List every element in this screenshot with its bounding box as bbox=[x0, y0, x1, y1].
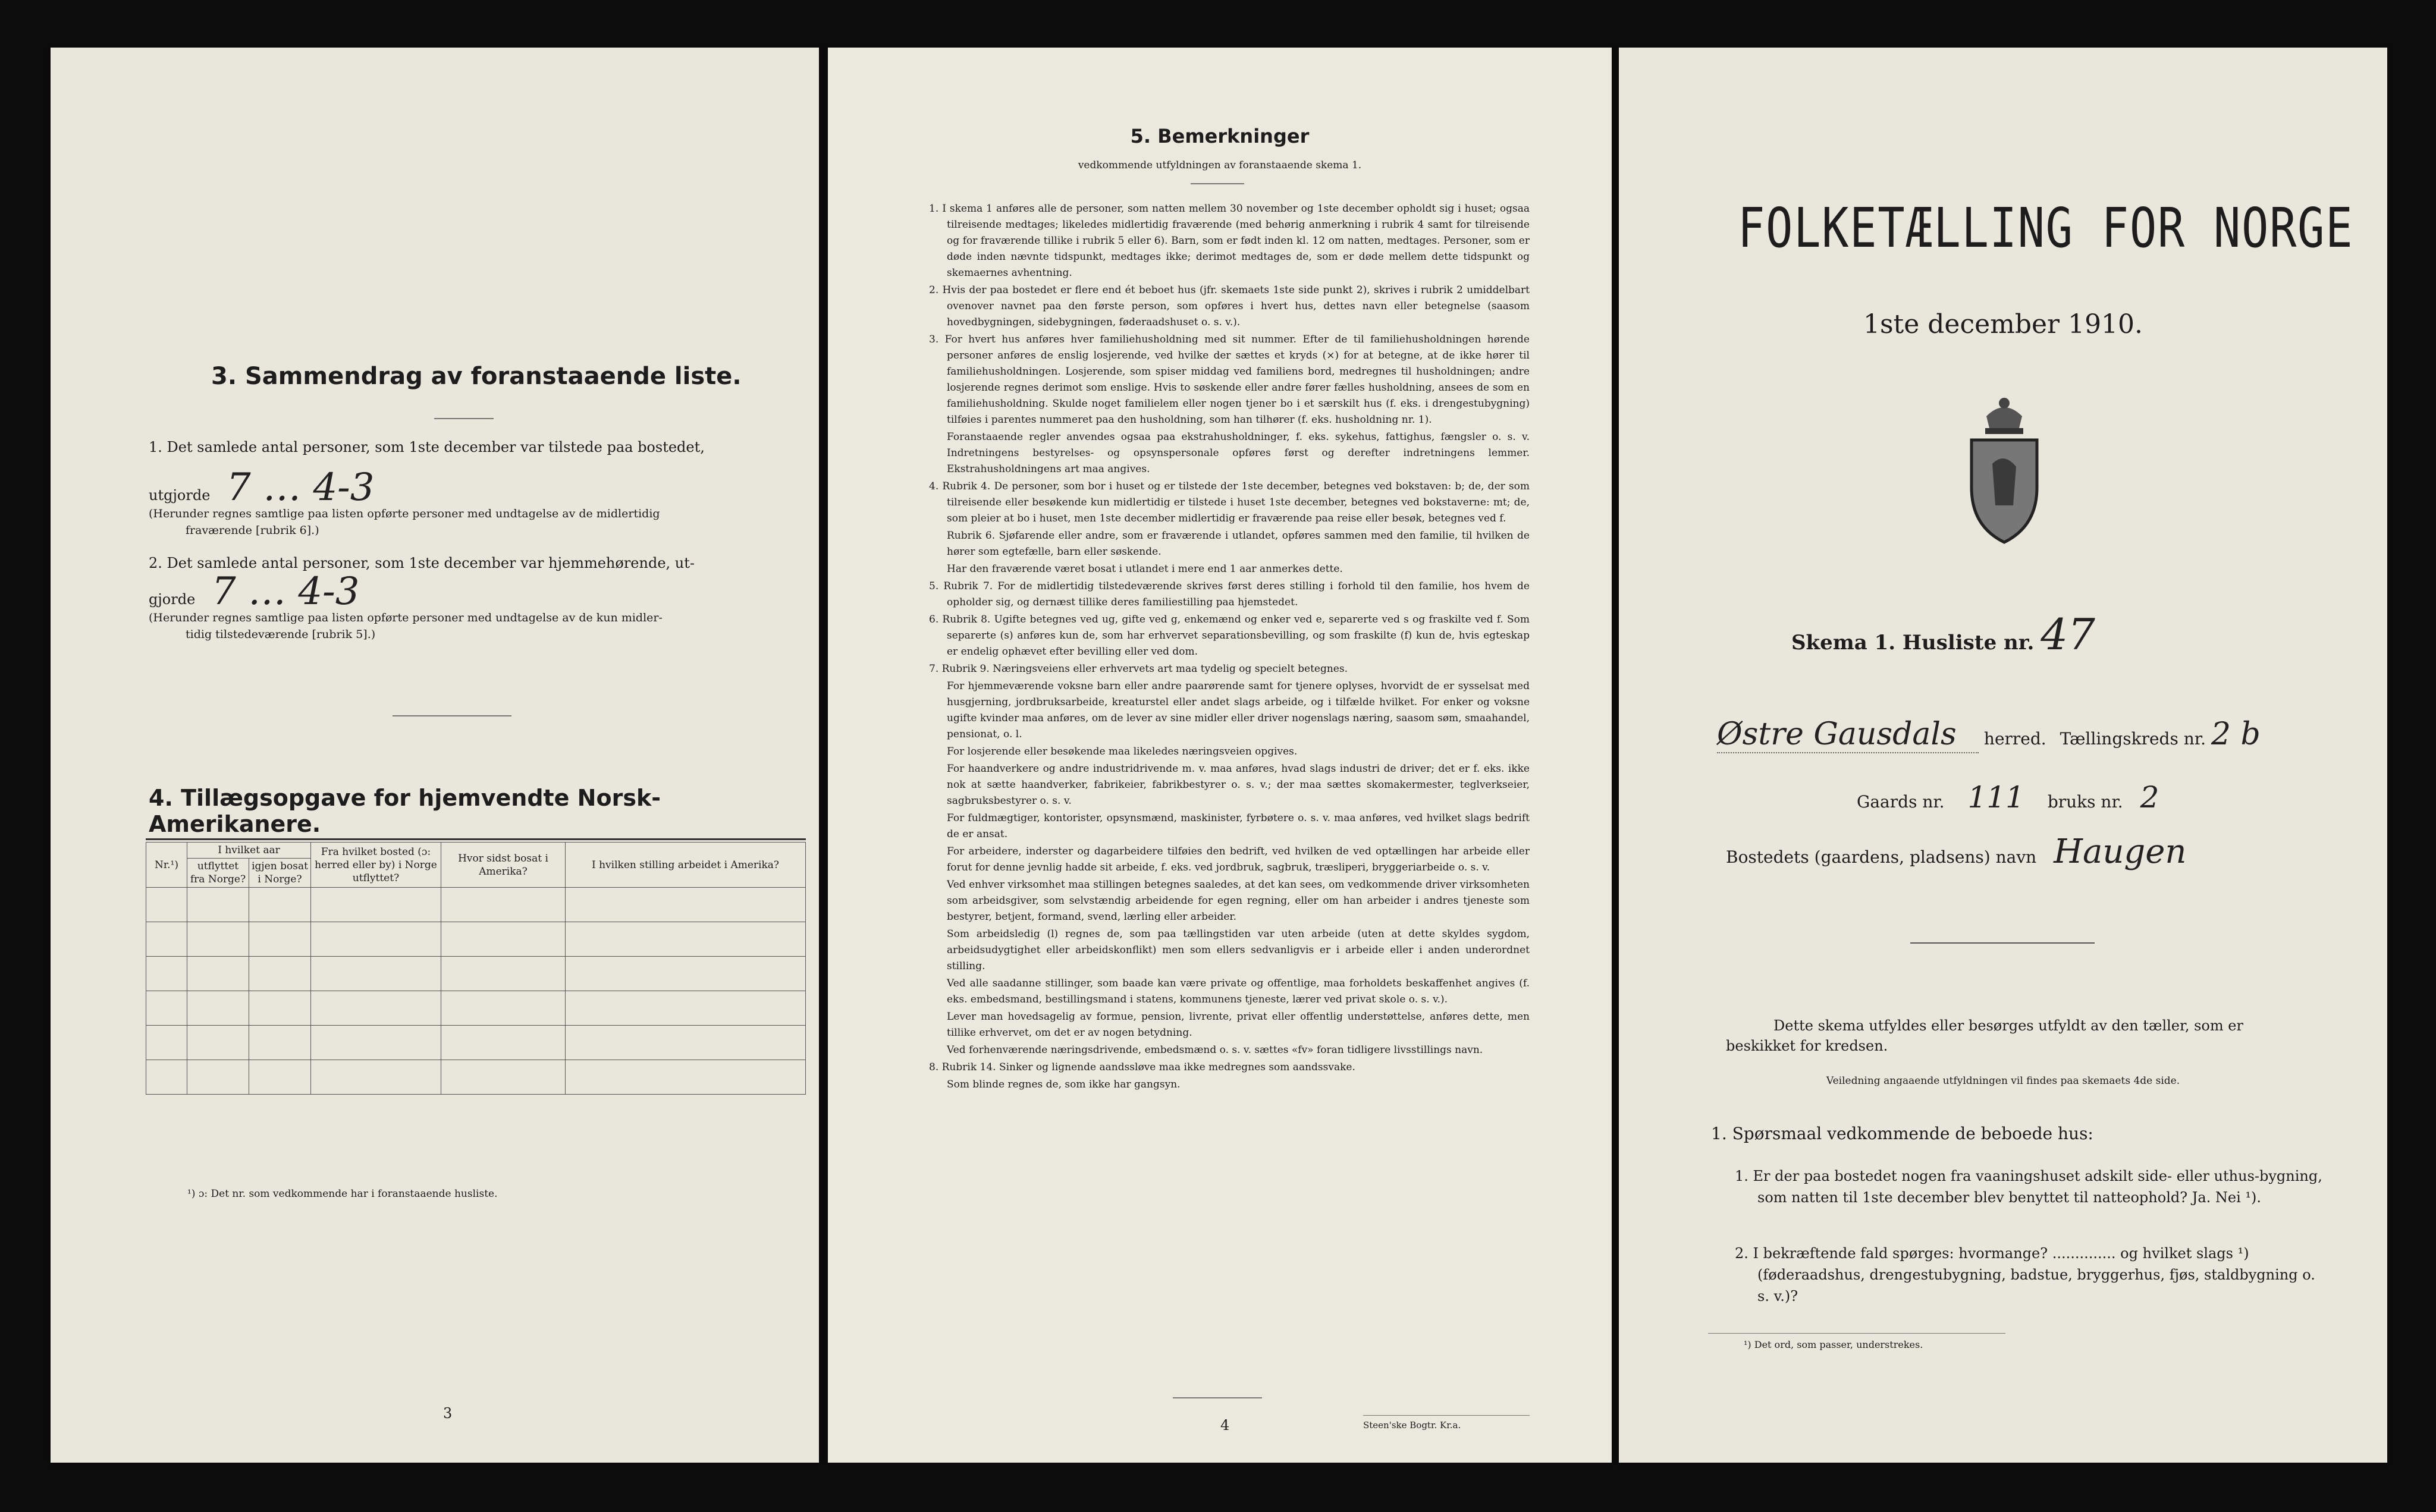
divider bbox=[1191, 183, 1244, 184]
item-2-utgjorde: gjorde bbox=[149, 591, 196, 608]
col-group-year: I hvilket aar bbox=[187, 843, 311, 859]
item-2-note-2: tidig tilstedeværende [rubrik 5].) bbox=[186, 628, 376, 641]
printer-imprint: Steen'ske Bogtr. Kr.a. bbox=[1363, 1420, 1461, 1431]
item-2-note-1: (Herunder regnes samtlige paa listen opførte personer med undtagelse av de kun midler- bbox=[149, 611, 663, 624]
footnote-rule bbox=[1708, 1333, 2005, 1334]
table-row bbox=[146, 957, 806, 991]
question-1: 1. Er der paa bostedet nogen fra vaaningshuset adskilt side- eller uthus-bygning, som natten til 1ste december blev benyttet til natteophold? Ja. Nei ¹). bbox=[1735, 1168, 2322, 1206]
table-row bbox=[146, 1060, 806, 1095]
section-5-title: 5. Bemerkninger bbox=[1130, 125, 1310, 147]
husliste-nr: 47 bbox=[2041, 609, 2095, 659]
table-row bbox=[146, 922, 806, 957]
bruks-value: 2 bbox=[2140, 780, 2159, 815]
col-sidst-bosat: Hvor sidst bosat i Amerika? bbox=[441, 843, 566, 888]
page-left bbox=[51, 48, 819, 1463]
form-footnote: ¹) Det ord, som passer, understrekes. bbox=[1744, 1339, 1923, 1350]
norsk-amerikanere-table bbox=[146, 842, 806, 1095]
kreds-value: 2 b bbox=[2211, 716, 2261, 752]
page-right bbox=[1619, 48, 2387, 1463]
col-stilling: I hvilken stilling arbeidet i Amerika? bbox=[566, 843, 806, 888]
divider bbox=[393, 715, 511, 716]
kreds-label: Tællingskreds nr. bbox=[2060, 729, 2206, 749]
gaards-label: Gaards nr. bbox=[1857, 792, 1945, 812]
divider bbox=[434, 418, 494, 419]
note-paragraph: Som blinde regnes de, som ikke har gangsyn. bbox=[947, 1079, 1181, 1090]
gaards-line bbox=[1857, 780, 2159, 815]
bosted-line bbox=[1726, 832, 2186, 871]
info-text: Dette skema utfyldes eller besørges utfyldt av den tæller, som er beskikket for kredsen. bbox=[1726, 1017, 2243, 1054]
note-paragraph: 4. Rubrik 4. De personer, som bor i huset og er tilstede der 1ste december, betegnes ved bokstaven: b; de, der som tilreisende eller besøkende kun midlertidig er tilstede i huset 1ste december, betegnes ved bokstaverne: mt; de, som pleier at bo i huset, men 1ste december midlertidig er fraværende paa reise eller besøk, betegnes ved f. bbox=[929, 480, 1530, 524]
section-3-title: 3. Sammendrag av foranstaaende liste. bbox=[211, 363, 742, 390]
note-paragraph: Ved enhver virksomhet maa stillingen betegnes saaledes, at det kan sees, om vedkommende driver virksomheten som arbeidsgiver, som selvstændig arbeidende for egen regning, eller om han arbeider i andres tjeneste som bestyrer, betjent, formand, svend, lærling eller arbeider. bbox=[947, 879, 1530, 923]
note-paragraph: 5. Rubrik 7. For de midlertidig tilstedeværende skrives først deres stilling i forhold til den familie, hos hvem de opholder sig, og dernæst tillike deres familiestilling paa hjemstedet. bbox=[929, 580, 1530, 608]
question-2: 2. I bekræftende fald spørges: hvormange? .............. og hvilket slags ¹) (føderaadshus, drengestubygning, badstue, bryggerhus, fjøs, staldbygning o. s. v.)? bbox=[1735, 1245, 2315, 1304]
table-row bbox=[146, 888, 806, 922]
item-1-text: 1. Det samlede antal personer, som 1ste december var tilstede paa bostedet, bbox=[149, 439, 705, 455]
divider bbox=[1173, 1397, 1262, 1398]
note-paragraph: Lever man hovedsagelig av formue, pension, livrente, privat eller offentlig understøttelse, anføres dette, men tillike erhvervet, om det er av nogen betydning. bbox=[947, 1011, 1530, 1039]
item-2 bbox=[149, 553, 803, 643]
main-title: FOLKETÆLLING FOR NORGE bbox=[1738, 196, 2354, 260]
item-1-note-1: (Herunder regnes samtlige paa listen opførte personer med undtagelse av de midlertidig bbox=[149, 507, 660, 520]
page-middle bbox=[828, 48, 1612, 1463]
table-top-rule bbox=[146, 838, 806, 840]
skema-label: Skema 1. Husliste nr. bbox=[1791, 631, 2035, 655]
col-bosat: igjen bosat i Norge? bbox=[249, 859, 311, 888]
col-nr: Nr.¹) bbox=[146, 843, 187, 888]
note-paragraph: For losjerende eller besøkende maa likeledes næringsveien opgives. bbox=[947, 746, 1298, 757]
herred-line bbox=[1717, 716, 2261, 753]
ornament-divider bbox=[1910, 942, 2095, 944]
info-guidance: Veiledning angaaende utfyldningen vil findes paa skemaets 4de side. bbox=[1826, 1075, 2180, 1087]
note-paragraph: 3. For hvert hus anføres hver familiehusholdning med sit nummer. Efter de til familiehusholdningen hørende personer anføres de enslig losjerende, ved hvilke der sættes et kryds (×) for at betegne, at de ikke hører til familiehusholdningen. Losjerende, som spiser middag ved familiens bord, medregnes til husholdningen; andre losjerende regnes derimot som enslige. Hvis to søskende eller andre fører fælles husholdning, ansees de som en familiehusholdning. Skulde noget familielem eller nogen tjener bo i et særskilt hus (f. eks. i drengestubygning) tilføies i parentes nummeret paa den husholdning, som han tilhører (f. eks. husholdning nr. 1). bbox=[929, 334, 1530, 426]
skema-line bbox=[1791, 609, 2095, 659]
note-paragraph: For arbeidere, inderster og dagarbeidere tilføies den bedrift, ved hvilken de ved optællingen har arbeide eller forut for denne jevnlig hadde sit arbeide, f. eks. ved jordbruk, sagbruk, træsliperi, bryggeriarbeide o. s. v. bbox=[947, 845, 1530, 873]
note-paragraph: 1. I skema 1 anføres alle de personer, som natten mellem 30 november og 1ste december opholdt sig i huset; ogsaa tilreisende medtages; likeledes midlertidig fraværende (med behørig anmerkning i rubrik 4 samt for tilreisende og for fraværende tillike i rubrik 5 eller 6). Barn, som er født inden kl. 12 om natten, medtages. Personer, som er døde inden nævnte tidspunkt, medtages ikke; derimot medtages de, som er døde mellem dette tidspunkt og skemaernes avhentning. bbox=[929, 203, 1530, 279]
bruks-label: bruks nr. bbox=[2047, 792, 2123, 812]
table-row bbox=[146, 991, 806, 1026]
section-4-title: 4. Tillægsopgave for hjemvendte Norsk-Amerikanere. bbox=[149, 785, 661, 837]
page-number: 3 bbox=[443, 1405, 453, 1422]
item-2-value: 7 … 4-3 bbox=[211, 570, 360, 614]
note-paragraph: For haandverkere og andre industridrivende m. v. maa anføres, hvad slags industri de driver; det er f. eks. ikke nok at sætte haandverker, fabrikeier, fabrikbestyrer o. s. v.; der maa sættes skomakermester, teglverkseier, sagbruksbestyrer o. s. v. bbox=[947, 763, 1530, 807]
item-2-text: 2. Det samlede antal personer, som 1ste december var hjemmehørende, ut- bbox=[149, 555, 695, 571]
bosted-value: Haugen bbox=[2054, 832, 2187, 871]
note-paragraph: Foranstaaende regler anvendes ogsaa paa ekstrahusholdninger, f. eks. sykehus, fattighus, fængsler o. s. v. Indretningens bestyrelses- og opsynspersonale opføres først og derefter indretningens lemmer. Ekstrahusholdningens art maa angives. bbox=[947, 431, 1530, 475]
coat-of-arms-icon bbox=[1957, 386, 2052, 547]
census-date: 1ste december 1910. bbox=[1863, 309, 2143, 340]
herred-value: Østre Gausdals bbox=[1717, 716, 1979, 753]
note-paragraph: 8. Rubrik 14. Sinker og lignende aandssløve maa ikke medregnes som aandssvake. bbox=[929, 1061, 1355, 1073]
note-paragraph: Har den fraværende været bosat i utlandet i mere end 1 aar anmerkes dette. bbox=[947, 563, 1343, 575]
note-paragraph: For hjemmeværende voksne barn eller andre paarørende samt for tjenere oplyses, hvorvidt de er sysselsat med husgjerning, jordbruksarbeide, kreaturstel eller andet slags arbeide, og i tilfælde hvilket. For enker og voksne ugifte kvinder maa anføres, om de lever av sine midler eller driver nogenslags næring, saasom søm, smaahandel, pensionat, o. l. bbox=[947, 680, 1530, 740]
item-1 bbox=[149, 437, 803, 539]
bosted-label: Bostedets (gaardens, pladsens) navn bbox=[1726, 847, 2037, 867]
note-paragraph: Som arbeidsledig (l) regnes de, som paa tællingstiden var uten arbeide (uten at dette skyldes sygdom, arbeidsudygtighet eller arbeidskonflikt) men som ellers sedvanligvis er i arbeide eller i anden underordnet stilling. bbox=[947, 928, 1530, 972]
table-row bbox=[146, 1026, 806, 1060]
note-paragraph: Ved forhenværende næringsdrivende, embedsmænd o. s. v. sættes «fv» foran tidligere livsstillings navn. bbox=[947, 1044, 1483, 1056]
item-1-value: 7 … 4-3 bbox=[227, 466, 375, 510]
page-number: 4 bbox=[1220, 1417, 1230, 1434]
note-paragraph: Ved alle saadanne stillinger, som baade kan være private og offentlige, maa forholdets beskaffenhet angives (f. eks. embedsmand, bestillingsmand i statens, kommunens tjeneste, lærer ved privat skole o. s. v.). bbox=[947, 977, 1530, 1005]
section-5-subtitle: vedkommende utfyldningen av foranstaaende skema 1. bbox=[1078, 159, 1362, 171]
divider bbox=[1363, 1415, 1530, 1416]
col-utflyttet: utflyttet fra Norge? bbox=[187, 859, 249, 888]
gaards-value: 111 bbox=[1967, 780, 2024, 815]
notes-list bbox=[929, 201, 1530, 1094]
note-paragraph: 6. Rubrik 8. Ugifte betegnes ved ug, gifte ved g, enkemænd og enker ved e, separerte ved s og fraskilte ved f. Som separerte (s) anføres kun de, som har erhvervet separationsbevilling, og som fraskilte (f) kun de, hvis egteskap er endelig ophævet efter bevilling eller ved dom. bbox=[929, 614, 1530, 658]
table-footnote: ¹) ɔ: Det nr. som vedkommende har i foranstaaende husliste. bbox=[187, 1188, 498, 1200]
question-heading: 1. Spørsmaal vedkommende de beboede hus: bbox=[1711, 1124, 2093, 1143]
note-paragraph: For fuldmægtiger, kontorister, opsynsmænd, maskinister, fyrbøtere o. s. v. maa anføres, ved hvilket slags bedrift de er ansat. bbox=[947, 812, 1530, 840]
item-1-note-2: fraværende [rubrik 6].) bbox=[186, 524, 319, 537]
note-paragraph: 7. Rubrik 9. Næringsveiens eller erhvervets art maa tydelig og specielt betegnes. bbox=[929, 663, 1348, 675]
col-fra-bosted: Fra hvilket bosted (ɔ: herred eller by) i Norge utflyttet? bbox=[311, 843, 441, 888]
herred-label: herred. bbox=[1983, 729, 2046, 749]
note-paragraph: Rubrik 6. Sjøfarende eller andre, som er fraværende i utlandet, opføres sammen med den familie, til hvilken de hører som egtefælle, barn eller søskende. bbox=[947, 530, 1530, 558]
item-1-utgjorde: utgjorde bbox=[149, 487, 211, 504]
note-paragraph: 2. Hvis der paa bostedet er flere end ét beboet hus (jfr. skemaets 1ste side punkt 2), skrives i rubrik 2 umiddelbart ovenover navnet paa den første person, som opføres i hvert hus, dettes navn eller betegnelse (saasom hovedbygningen, sidebygningen, føderaadshuset o. s. v.). bbox=[929, 284, 1530, 328]
